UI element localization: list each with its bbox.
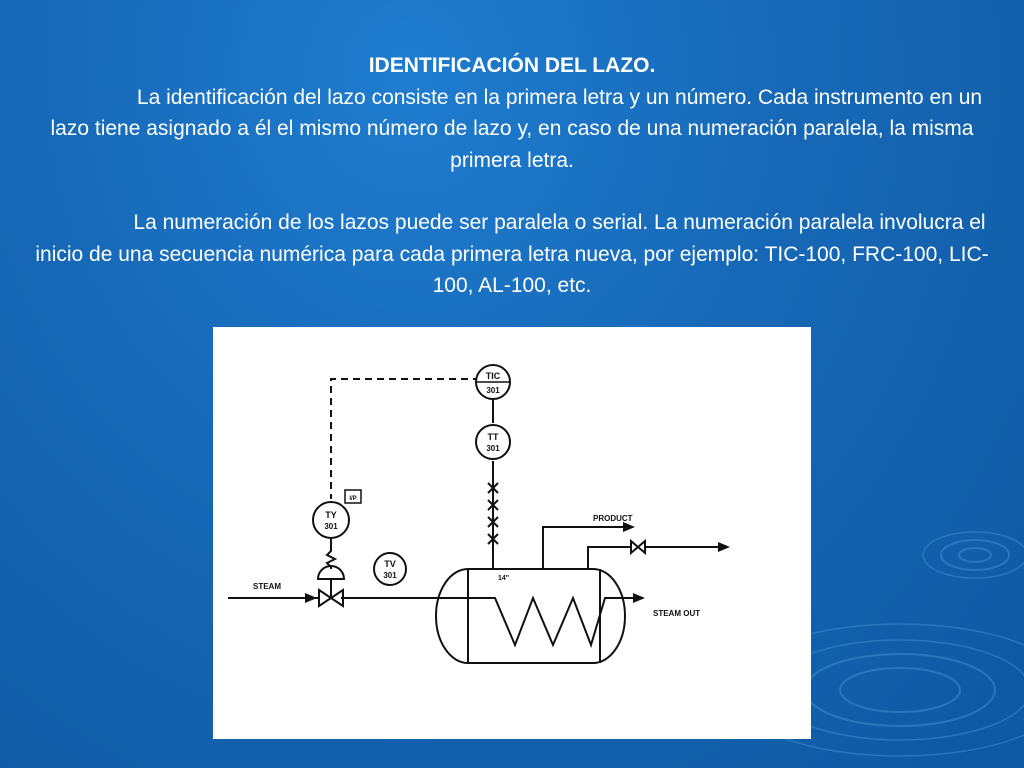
paragraph-1-text: La identificación del lazo consiste en la primera letra y un número. Cada instrumento en un lazo tiene asignado a él el mismo número de lazo y, en caso de una numeración paralela, la misma primera letra.: [50, 85, 983, 172]
steam-out-label: STEAM OUT: [653, 609, 701, 618]
tic-tag: TIC: [485, 371, 501, 381]
heat-exchanger-shell: [436, 569, 625, 663]
steam-label: STEAM: [253, 582, 281, 591]
paragraph-loop-identification: [30, 82, 994, 177]
paragraph-2-text: La numeración de los lazos puede ser paralela o serial. La numeración paralela involucra el inicio de una secuencia numérica para cada primera letra nueva, por ejemplo: TIC-100, FRC-100, LIC-100, AL-100, etc.: [35, 211, 989, 297]
tt-number: 301: [486, 444, 500, 453]
tic-number: 301: [486, 386, 500, 395]
tt-bubble: [476, 425, 510, 459]
slide-text-block: [30, 50, 994, 302]
ty-bubble: [313, 502, 349, 538]
slide-title: IDENTIFICACIÓN DEL LAZO.: [368, 54, 656, 77]
heat-exchanger-loop-diagram: [213, 327, 811, 739]
outlet-line-with-valve: [588, 547, 623, 569]
tv-number: 301: [383, 571, 397, 580]
heating-coil: [475, 598, 643, 645]
tt-tag: TT: [487, 432, 499, 442]
loop-diagram-figure: [213, 327, 811, 739]
tv-tag: TV: [384, 559, 396, 569]
control-signal-line: [331, 379, 480, 499]
ip-label: I/P: [349, 496, 357, 502]
flow-arrowheads: [305, 522, 730, 603]
ty-tag: TY: [325, 510, 337, 520]
ty-actuator-link: [327, 539, 335, 569]
temperature-label: 14": [498, 575, 510, 582]
ty-number: 301: [324, 522, 338, 531]
manual-valve: [631, 541, 645, 553]
tv-bubble: [374, 553, 406, 585]
paragraph-loop-numbering: [30, 207, 994, 302]
product-label: PRODUCT: [593, 514, 633, 523]
